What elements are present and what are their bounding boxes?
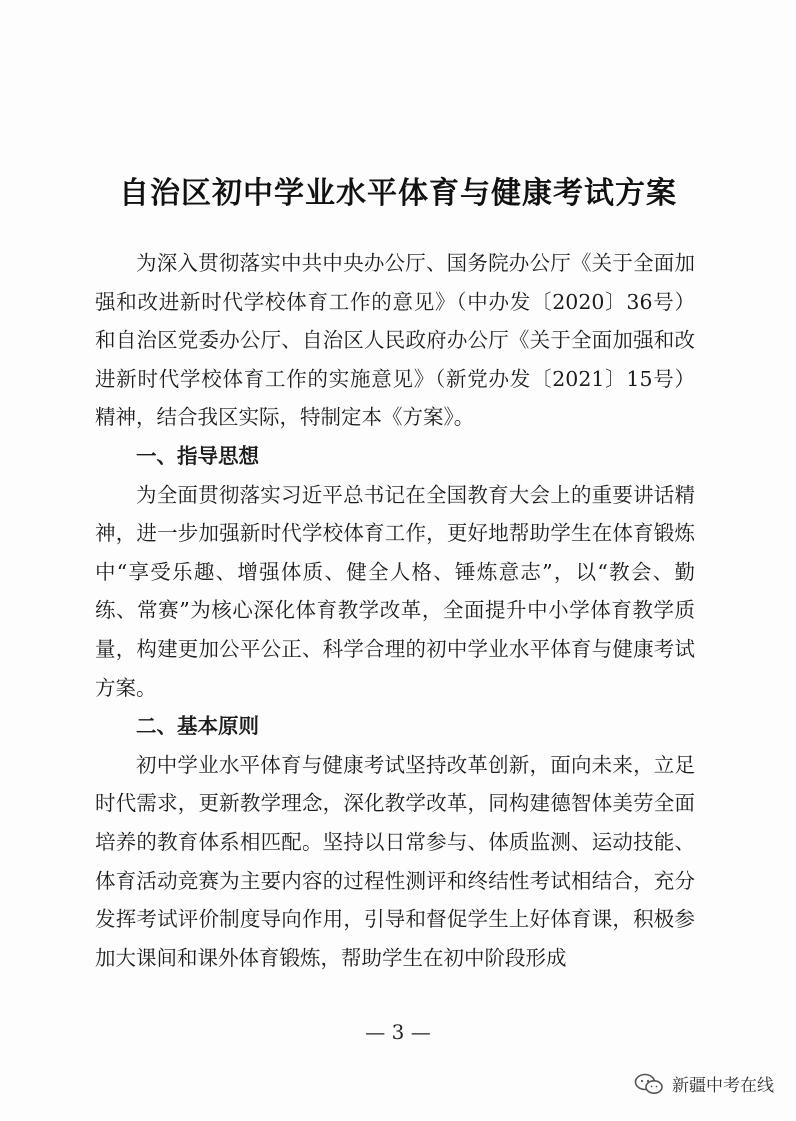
wechat-icon <box>634 1072 664 1096</box>
document-body <box>95 244 695 977</box>
watermark <box>634 1071 774 1096</box>
section-heading-basic-principles: 二、基本原则 <box>136 714 259 739</box>
section-text-guiding-ideology: 为全面贯彻落实习近平总书记在全国教育大会上的重要讲话精神，进一步加强新时代学校体育工作，更好地帮助学生在体育锻炼中“享受乐趣、增强体质、健全人格、锤炼意志”，以“教会、勤练、常赛”为核心深化体育教学改革，全面提升中小学体育教学质量，构建更加公平公正、科学合理的初中学业水平体育与健康考试方案。 <box>95 482 695 700</box>
intro-paragraph: 为深入贯彻落实中共中央办公厅、国务院办公厅《关于全面加强和改进新时代学校体育工作的意见》（中办发〔2020〕36号）和自治区党委办公厅、自治区人民政府办公厅《关于全面加强和改进新时代学校体育工作的实施意见》（新党办发〔2021〕15号）精神，结合我区实际，特制定本《方案》。 <box>95 251 695 430</box>
section-heading-guiding-ideology: 一、指导思想 <box>136 443 259 468</box>
document-title: 自治区初中学业水平体育与健康考试方案 <box>119 176 677 211</box>
section-text-basic-principles: 初中学业水平体育与健康考试坚持改革创新，面向未来，立足时代需求，更新教学理念，深化教学改革，同构建德智体美劳全面培养的教育体系相匹配。坚持以日常参与、体质监测、运动技能、体育活动竞赛为主要内容的过程性测评和终结性考试相结合，充分发挥考试评价制度导向作用，引导和督促学生上好体育课，积极参加大课间和课外体育锻炼，帮助学生在初中阶段形成 <box>95 752 695 970</box>
page-number: — 3 — <box>365 1020 431 1044</box>
watermark-text: 新疆中考在线 <box>672 1076 774 1096</box>
